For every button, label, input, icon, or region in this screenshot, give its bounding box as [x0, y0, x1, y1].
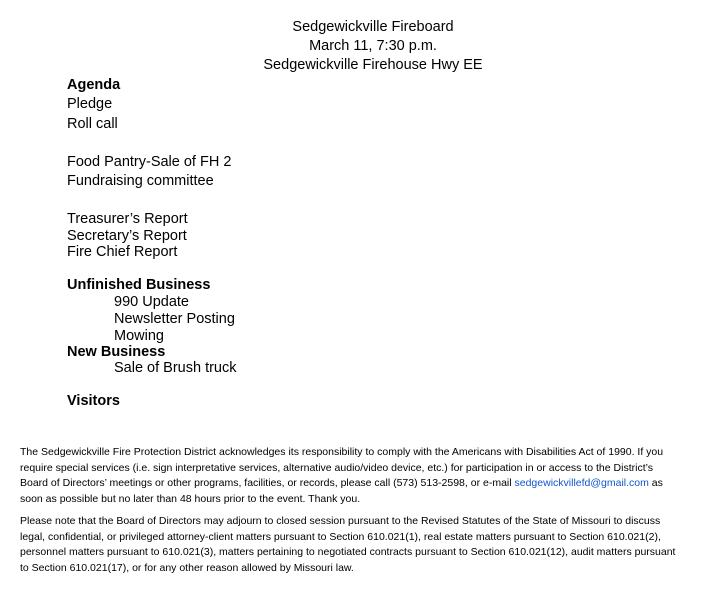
visitors-heading: Visitors: [67, 393, 120, 409]
unfinished-item-newsletter: Newsletter Posting: [114, 311, 235, 327]
agenda-item-treasurer-report: Treasurer’s Report: [67, 211, 188, 227]
new-item-brush-truck: Sale of Brush truck: [114, 360, 237, 376]
agenda-item-food-pantry: Food Pantry-Sale of FH 2: [67, 154, 232, 170]
agenda-heading: Agenda: [67, 77, 121, 93]
agenda-item-fire-chief-report: Fire Chief Report: [67, 244, 178, 260]
ada-notice-text: The Sedgewickville Fire Protection District acknowledges its responsibility to comply with the Americans with Disabilities Act of 1990. If you require special services (i.e. sign interpretative services, alternative audio/video device, etc.) for participation in or access to the District’s Board of Directors’ meetings or other programs, facilities, or records, please call (573) 513-2598, or e-mail: [20, 446, 664, 489]
closed-session-notice: Please note that the Board of Directors may adjourn to closed session pursuant to the Revised Statutes of the State of Missouri to discuss legal, confidential, or privileged attorney-client matters pursuant to Section 610.021(1), real estate matters pursuant to Section 610.021(2), personnel matters pursuant to 610.021(3), matters pertaining to negotiated contracts pursuant to Section 610.021(12), audit matters pursuant to Section 610.021(17), or for any other reason allowed by Missouri law.: [20, 515, 676, 574]
unfinished-item-990-update: 990 Update: [114, 294, 189, 310]
new-business-heading: New Business: [67, 344, 166, 360]
agenda-item-roll-call: Roll call: [67, 116, 118, 132]
unfinished-business-heading: Unfinished Business: [67, 277, 211, 293]
agenda-item-pledge: Pledge: [67, 96, 113, 112]
org-name: Sedgewickville Fireboard: [292, 19, 454, 35]
contact-email-link[interactable]: sedgewickvillefd@gmail.com: [514, 477, 649, 489]
meeting-datetime: March 11, 7:30 p.m.: [309, 38, 437, 54]
meeting-location: Sedgewickville Firehouse Hwy EE: [263, 57, 483, 73]
unfinished-item-mowing: Mowing: [114, 328, 164, 344]
ada-notice-tail: as soon as possible but no later than 48 hours prior to the event. Thank you.: [20, 477, 663, 505]
meeting-header: [0, 18, 720, 75]
agenda-item-fundraising: Fundraising committee: [67, 173, 214, 189]
agenda-item-secretary-report: Secretary’s Report: [67, 228, 187, 244]
ada-notice: [20, 445, 680, 507]
